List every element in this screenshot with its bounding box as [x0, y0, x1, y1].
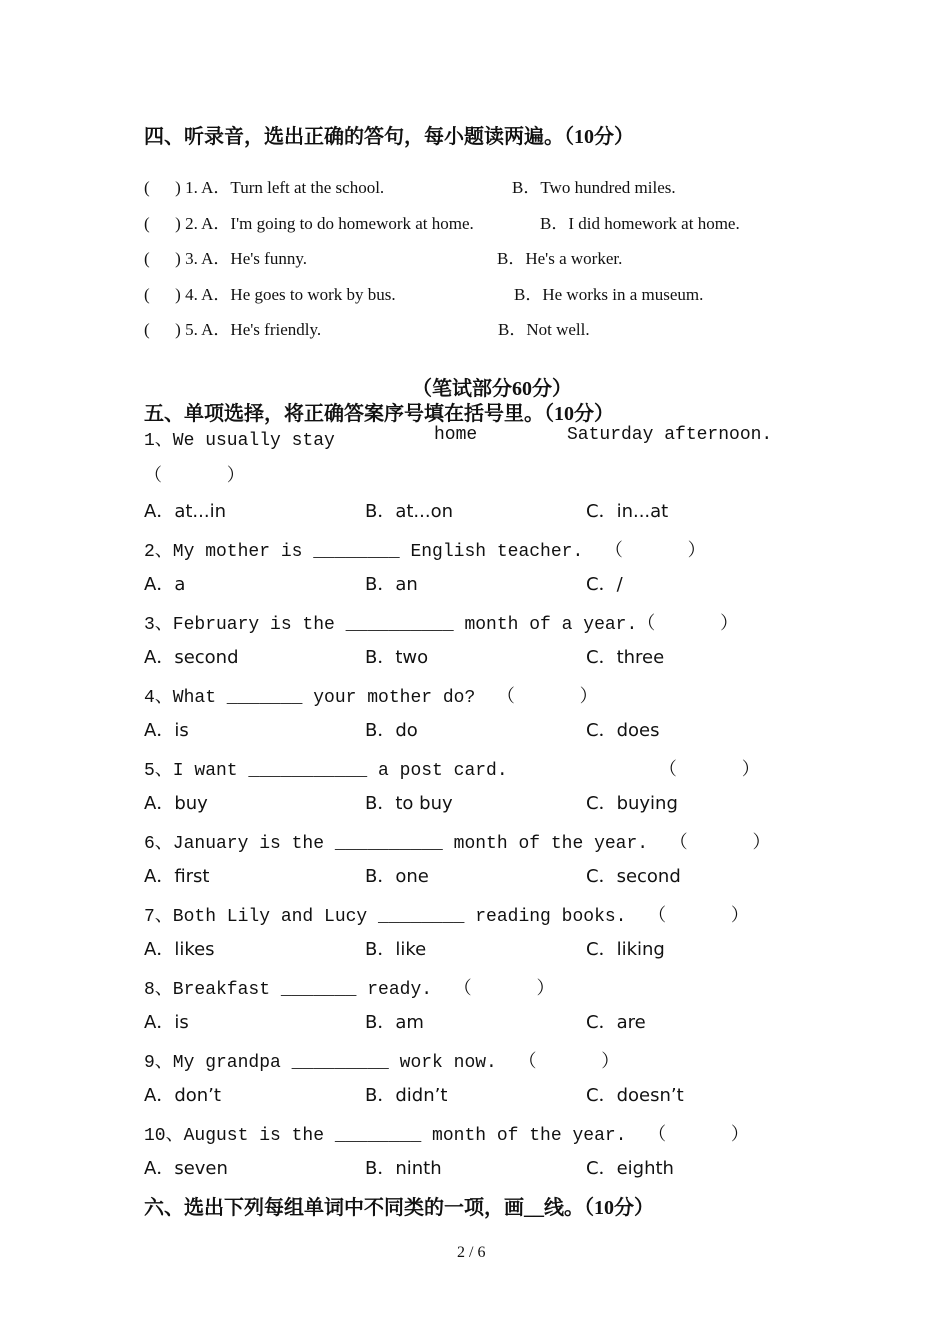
question-7-option-a: A．likes — [144, 939, 215, 960]
question-3-option-c: C．three — [586, 647, 665, 668]
listening-item-4: ( ) 4. A．He goes to work by bus. — [144, 285, 396, 304]
listening-item-1-option-b: B．Two hundred miles. — [512, 178, 676, 197]
question-1-part1: 1、We usually stay — [144, 431, 335, 451]
question-10-option-c: C．eighth — [586, 1158, 674, 1179]
page-number: 2 / 6 — [457, 1244, 486, 1261]
question-1-option-c: C．in...at — [586, 501, 669, 522]
question-5: 5、I want ___________ a post card. （ ） — [144, 761, 760, 781]
question-1-part2: home — [434, 425, 478, 445]
listening-item-1: ( ) 1. A．Turn left at the school. — [144, 178, 385, 197]
listening-item-3-option-b: B．He's a worker. — [497, 249, 623, 268]
question-4-option-a: A．is — [144, 720, 189, 741]
question-5-option-b: B．to buy — [365, 793, 453, 814]
question-3-option-b: B．two — [365, 647, 429, 668]
question-8: 8、Breakfast _______ ready. （ ） — [144, 980, 555, 1000]
question-2-option-b: B．an — [365, 574, 418, 595]
question-6-option-c: C．second — [586, 866, 681, 887]
section4-heading: 四、听录音，选出正确的答句，每小题读两遍。（10分） — [144, 126, 634, 148]
question-1-option-b: B．at...on — [365, 501, 454, 522]
section5-heading: 五、单项选择，将正确答案序号填在括号里。（10分） — [144, 403, 614, 425]
listening-item-4-option-b: B．He works in a museum. — [514, 285, 704, 304]
section6-heading: 六、选出下列每组单词中不同类的一项，画__线。（10分） — [144, 1197, 654, 1219]
question-3: 3、February is the __________ month of a year.（ ） — [144, 615, 739, 635]
written-part-label: （笔试部分60分） — [412, 378, 572, 400]
question-8-option-c: C．are — [586, 1012, 646, 1033]
question-2-option-c: C．/ — [586, 574, 623, 595]
question-6: 6、January is the __________ month of the year. （ ） — [144, 834, 771, 854]
question-9: 9、My grandpa _________ work now. （ ） — [144, 1053, 620, 1073]
question-1-option-a: A．at...in — [144, 501, 226, 522]
question-9-option-c: C．doesn’t — [586, 1085, 684, 1106]
listening-item-5-option-b: B．Not well. — [498, 320, 590, 339]
question-9-option-b: B．didn’t — [365, 1085, 448, 1106]
question-2-option-a: A．a — [144, 574, 186, 595]
question-10-option-a: A．seven — [144, 1158, 228, 1179]
question-5-option-a: A．buy — [144, 793, 208, 814]
question-7: 7、Both Lily and Lucy ________ reading books. （ ） — [144, 907, 749, 927]
question-1-part3: Saturday afternoon. — [567, 425, 773, 445]
question-5-option-c: C．buying — [586, 793, 678, 814]
question-4: 4、What _______ your mother do? （ ） — [144, 688, 598, 708]
question-3-option-a: A．second — [144, 647, 239, 668]
question-10: 10、August is the ________ month of the year. （ ） — [144, 1126, 749, 1146]
question-9-option-a: A．don’t — [144, 1085, 221, 1106]
question-1-answer-paren: （ ） — [144, 467, 245, 487]
question-4-option-b: B．do — [365, 720, 418, 741]
listening-item-5: ( ) 5. A．He's friendly. — [144, 320, 322, 339]
listening-item-3: ( ) 3. A．He's funny. — [144, 249, 307, 268]
question-8-option-a: A．is — [144, 1012, 189, 1033]
question-7-option-b: B．like — [365, 939, 427, 960]
question-8-option-b: B．am — [365, 1012, 424, 1033]
question-2: 2、My mother is ________ English teacher. （ ） — [144, 542, 706, 562]
question-6-option-a: A．first — [144, 866, 210, 887]
question-6-option-b: B．one — [365, 866, 429, 887]
listening-item-2: ( ) 2. A．I'm going to do homework at home. — [144, 214, 474, 233]
question-7-option-c: C．liking — [586, 939, 665, 960]
question-10-option-b: B．ninth — [365, 1158, 442, 1179]
listening-item-2-option-b: B．I did homework at home. — [540, 214, 740, 233]
question-4-option-c: C．does — [586, 720, 660, 741]
